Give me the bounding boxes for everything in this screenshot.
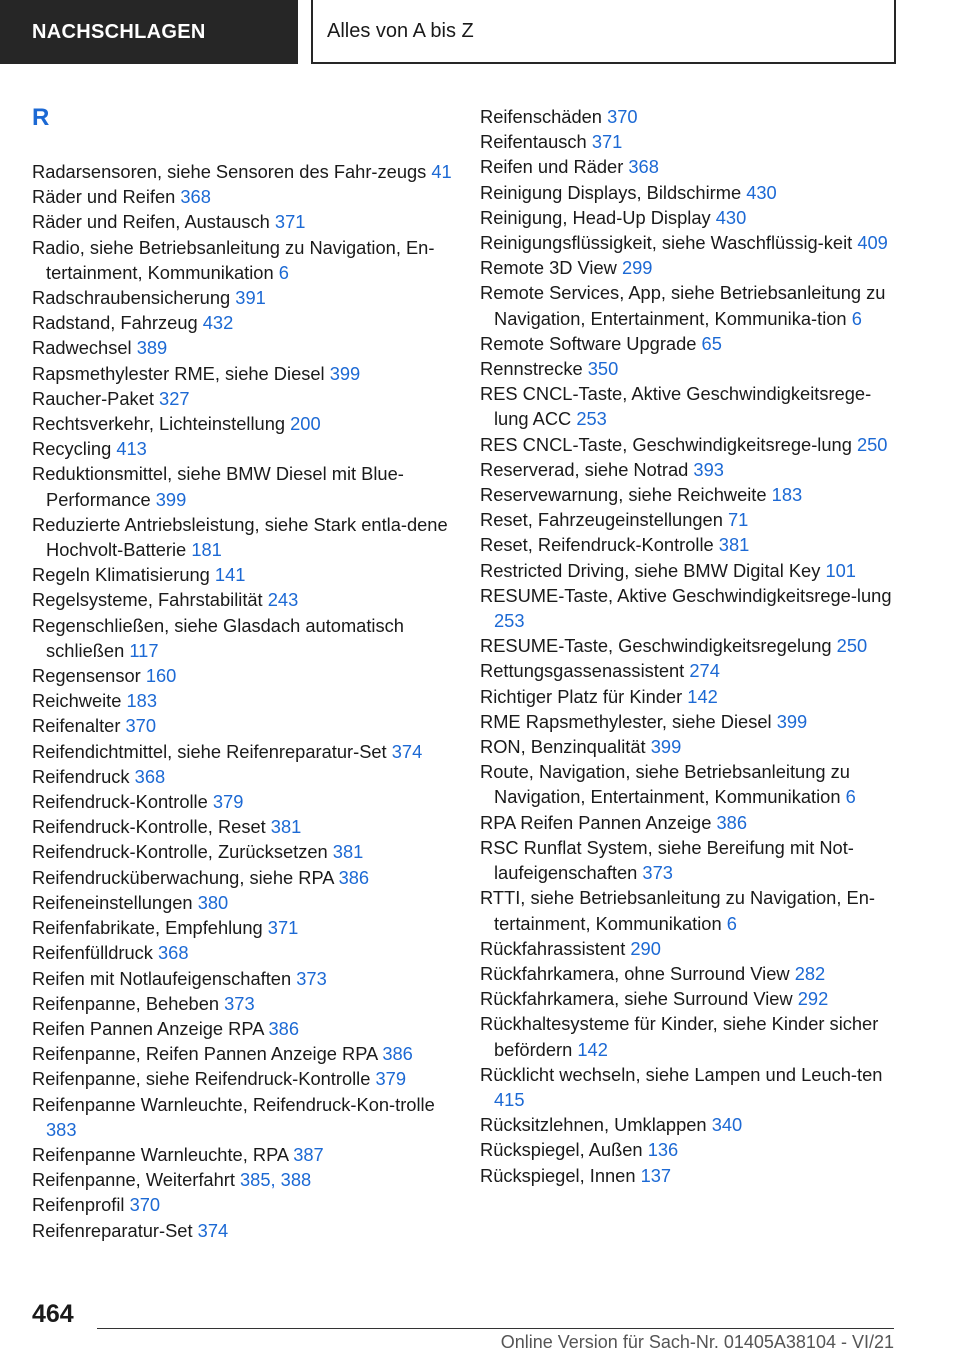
entry-term: Remote Services, App, siehe Betriebsanleitung zu Navigation, Entertainment, Kommunika-tion — [480, 282, 886, 329]
index-entry — [32, 159, 457, 184]
index-entry — [32, 865, 457, 890]
index-entry — [32, 1016, 457, 1041]
entry-term: Rückfahrassistent — [480, 937, 626, 959]
index-entry — [32, 411, 457, 436]
index-entry — [32, 663, 457, 688]
page-reference-link[interactable]: 290 — [630, 937, 661, 959]
page-reference-link[interactable]: 373 — [296, 967, 327, 989]
page-reference-link[interactable]: 371 — [267, 917, 299, 939]
index-entry — [32, 1092, 457, 1142]
page-reference-link[interactable]: 370 — [607, 106, 638, 127]
entry-term: RME Rapsmethylester, siehe Diesel — [480, 710, 772, 732]
index-entry — [32, 209, 457, 234]
page-reference-link[interactable]: 200 — [290, 413, 321, 435]
page-reference-link[interactable]: 381 — [718, 534, 750, 556]
page-reference-link[interactable]: 379 — [375, 1068, 407, 1090]
page-reference-link[interactable]: 340 — [711, 1114, 743, 1136]
entry-term: Reifendichtmittel, siehe Reifenreparatur-Set — [32, 740, 387, 762]
index-entry — [32, 713, 457, 738]
index-entry — [32, 1142, 457, 1167]
page-reference-link[interactable]: 292 — [797, 988, 829, 1010]
page-reference-link[interactable]: 368 — [134, 765, 166, 787]
page-reference-link[interactable]: 6 — [845, 786, 856, 808]
index-entry — [480, 885, 905, 935]
entry-term: RTTI, siehe Betriebsanleitung zu Navigation, En-tertainment, Kommunikation — [480, 887, 875, 934]
index-entry — [32, 688, 457, 713]
page-reference-link[interactable]: 6 — [851, 307, 862, 329]
page-reference-link[interactable]: 368 — [158, 942, 189, 964]
page-reference-link[interactable]: 243 — [267, 589, 299, 611]
page-reference-link[interactable]: 399 — [329, 362, 361, 384]
page-reference-link[interactable]: 183 — [771, 484, 803, 506]
entry-term: Reichweite — [32, 690, 122, 712]
entry-term: RESUME-Taste, Geschwindigkeitsregelung — [480, 635, 832, 657]
index-entry — [32, 613, 457, 663]
page-reference-link[interactable]: 274 — [689, 660, 720, 682]
index-entry — [480, 1137, 905, 1162]
page-reference-link[interactable]: 181 — [191, 539, 222, 561]
page-reference-link[interactable]: 250 — [836, 635, 868, 657]
entry-term: Richtiger Platz für Kinder — [480, 685, 683, 707]
index-entry — [480, 356, 905, 381]
entry-term: Räder und Reifen — [32, 186, 176, 208]
index-entry — [480, 507, 905, 532]
entry-term: RES CNCL-Taste, Geschwindigkeitsrege-lung — [480, 433, 852, 455]
entry-term: Reifen und Räder — [480, 156, 624, 178]
entry-term: Radstand, Fahrzeug — [32, 312, 198, 334]
entry-term: Reifendruck-Kontrolle, Reset — [32, 816, 266, 838]
entry-term: Reifenpanne, Weiterfahrt — [32, 1169, 235, 1191]
entry-term: Reifenpanne, Beheben — [32, 992, 220, 1014]
index-entry — [480, 734, 905, 759]
page-reference-link[interactable]: 386 — [382, 1043, 413, 1065]
index-entry — [32, 1218, 457, 1243]
page-reference-link[interactable]: 299 — [621, 257, 653, 279]
index-entry — [32, 1041, 457, 1066]
index-entry — [32, 235, 457, 285]
index-column-right — [480, 104, 905, 1188]
entry-term: Reifendruck-Kontrolle — [32, 791, 208, 813]
index-entry — [480, 154, 905, 179]
index-entry — [32, 1167, 457, 1192]
index-entry — [480, 558, 905, 583]
entry-term: Reset, Fahrzeugeinstellungen — [480, 509, 723, 531]
page-reference-link[interactable]: 41 — [431, 161, 452, 182]
entry-term: Reifenpanne, Reifen Pannen Anzeige RPA — [32, 1043, 378, 1065]
entry-term: Reifenfabrikate, Empfehlung — [32, 917, 263, 939]
entry-term: Reifendruck-Kontrolle, Zurücksetzen — [32, 841, 328, 863]
entry-term: Reifenschäden — [480, 106, 602, 127]
index-entry — [480, 633, 905, 658]
index-entry — [480, 658, 905, 683]
chapter-title: Alles von A bis Z — [327, 19, 474, 42]
entry-term: Regenschließen, siehe Glasdach automatisch schließen — [32, 614, 404, 661]
index-entry — [480, 961, 905, 986]
entry-term: Rennstrecke — [480, 358, 583, 380]
entry-term: Remote 3D View — [480, 257, 617, 279]
page-reference-link[interactable]: 374 — [197, 1219, 229, 1241]
index-entry — [480, 230, 905, 255]
entry-term: Restricted Driving, siehe BMW Digital Key — [480, 559, 821, 581]
page-reference-link[interactable]: 253 — [576, 408, 607, 430]
page-reference-link[interactable]: 413 — [116, 438, 147, 460]
index-entry — [480, 129, 905, 154]
index-entry — [32, 966, 457, 991]
index-entry — [480, 684, 905, 709]
entry-term: Rettungsgassenassistent — [480, 660, 685, 682]
index-entry — [480, 1163, 905, 1188]
entry-term: Reifenreparatur-Set — [32, 1219, 193, 1241]
page-reference-link[interactable]: 65 — [701, 332, 722, 354]
entry-term: RES CNCL-Taste, Aktive Geschwindigkeitsrege-lung ACC — [480, 383, 872, 430]
index-entry — [32, 940, 457, 965]
page-reference-link[interactable]: 432 — [202, 312, 234, 334]
entry-term: RON, Benzinqualität — [480, 736, 646, 758]
page-reference-link[interactable]: 141 — [214, 564, 246, 586]
entry-term: Radwechsel — [32, 337, 132, 359]
page-reference-link[interactable]: 137 — [640, 1164, 672, 1186]
entry-term: Rücksitzlehnen, Umklappen — [480, 1114, 707, 1136]
index-entry — [480, 583, 905, 633]
entry-term: Rückfahrkamera, ohne Surround View — [480, 962, 790, 984]
page-number: 464 — [32, 1300, 74, 1328]
page-reference-link[interactable]: 6 — [278, 261, 289, 283]
footer-text: Online Version für Sach-Nr. 01405A38104 - VI/21 — [500, 1332, 894, 1352]
page-reference-link[interactable]: 415 — [494, 1088, 525, 1110]
index-entry — [480, 810, 905, 835]
page-reference-link[interactable]: 142 — [577, 1038, 608, 1060]
entry-term: Remote Software Upgrade — [480, 332, 697, 354]
page-reference-link[interactable]: 142 — [687, 685, 718, 707]
index-entry — [32, 184, 457, 209]
page-reference-link[interactable]: 379 — [212, 791, 244, 813]
page-reference-link[interactable]: 387 — [293, 1143, 324, 1165]
page-reference-link[interactable]: 327 — [159, 387, 190, 409]
entry-term: Rückfahrkamera, siehe Surround View — [480, 988, 793, 1010]
entry-term: Reifen mit Notlaufeigenschaften — [32, 967, 292, 989]
page-reference-link[interactable]: 399 — [650, 736, 682, 758]
entry-term: RESUME-Taste, Aktive Geschwindigkeitsrege-lung — [480, 584, 892, 606]
entry-term: Reifenfülldruck — [32, 942, 153, 964]
page-reference-link[interactable]: 430 — [746, 181, 777, 203]
index-entry — [32, 512, 457, 562]
entry-term: Reservewarnung, siehe Reichweite — [480, 484, 767, 506]
entry-term: Reifentausch — [480, 131, 587, 153]
entry-term: RPA Reifen Pannen Anzeige — [480, 811, 712, 833]
index-entry — [480, 381, 905, 431]
entry-term: Räder und Reifen, Austausch — [32, 211, 270, 233]
entry-term: Reinigung, Head-Up Display — [480, 206, 711, 228]
index-entry — [32, 789, 457, 814]
page-reference-link[interactable]: 160 — [145, 665, 177, 687]
index-entry — [32, 1066, 457, 1091]
entry-term: Rücklicht wechseln, siehe Lampen und Leuch-ten — [480, 1063, 883, 1085]
index-entry — [32, 335, 457, 360]
entry-term: Radio, siehe Betriebsanleitung zu Navigation, En-tertainment, Kommunikation — [32, 236, 435, 283]
index-entry — [32, 285, 457, 310]
index-entry — [480, 759, 905, 809]
index-entry — [480, 986, 905, 1011]
entry-term: Reinigungsflüssigkeit, siehe Waschflüssig-keit — [480, 232, 853, 254]
page-reference-link[interactable]: 374 — [391, 740, 423, 762]
page-reference-link[interactable]: 71 — [727, 509, 749, 531]
page-reference-link[interactable]: 373 — [224, 992, 255, 1014]
entry-term: Route, Navigation, siehe Betriebsanleitung zu Navigation, Entertainment, Kommunikation — [480, 761, 850, 808]
page-reference-link[interactable]: 383 — [46, 1118, 77, 1140]
entry-term: Radschraubensicherung — [32, 287, 231, 309]
page-reference-link[interactable]: 371 — [274, 211, 306, 233]
entry-term: Rückspiegel, Innen — [480, 1164, 636, 1186]
entry-term: Rückhaltesysteme für Kinder, siehe Kinder sicher befördern — [480, 1013, 879, 1060]
page-reference-link[interactable]: 385, 388 — [240, 1169, 312, 1191]
index-entry — [32, 436, 457, 461]
entry-term: Reifenpanne Warnleuchte, Reifendruck-Kon-trolle — [32, 1093, 435, 1115]
page-reference-link[interactable]: 282 — [794, 962, 826, 984]
index-entry — [480, 457, 905, 482]
page-reference-link[interactable]: 380 — [197, 891, 229, 913]
index-entry — [480, 205, 905, 230]
page-reference-link[interactable]: 393 — [693, 458, 724, 480]
page-reference-link[interactable]: 101 — [825, 559, 856, 581]
entry-term: Reifenpanne Warnleuchte, RPA — [32, 1143, 289, 1165]
entry-term: Reifen Pannen Anzeige RPA — [32, 1017, 264, 1039]
entry-term: Rapsmethylester RME, siehe Diesel — [32, 362, 325, 384]
entry-term: Reifendrucküberwachung, siehe RPA — [32, 866, 334, 888]
index-entry — [32, 386, 457, 411]
section-tab — [0, 0, 298, 64]
entry-term: Reduktionsmittel, siehe BMW Diesel mit Blue-Performance — [32, 463, 404, 510]
entry-term: Reserverad, siehe Notrad — [480, 458, 689, 480]
index-entry — [32, 991, 457, 1016]
entry-term: Reifendruck — [32, 765, 130, 787]
chapter-header — [311, 0, 896, 64]
page-reference-link[interactable]: 350 — [587, 358, 619, 380]
index-entry — [480, 255, 905, 280]
index-entry — [32, 587, 457, 612]
page-reference-link[interactable]: 117 — [129, 639, 159, 661]
page-reference-link[interactable]: 183 — [126, 690, 158, 712]
index-entry — [480, 280, 905, 330]
entry-term: Radarsensoren, siehe Sensoren des Fahr-zeugs — [32, 161, 427, 182]
entry-term: Rechtsverkehr, Lichteinstellung — [32, 413, 286, 435]
page-reference-link[interactable]: 399 — [776, 710, 808, 732]
index-column-left — [32, 159, 457, 1243]
page-reference-link[interactable]: 250 — [856, 433, 888, 455]
index-entry — [480, 1062, 905, 1112]
index-entry — [480, 936, 905, 961]
page-reference-link[interactable]: 386 — [716, 811, 747, 833]
page-reference-link[interactable]: 6 — [726, 912, 737, 934]
index-letter: R — [32, 104, 50, 131]
page-reference-link[interactable]: 253 — [494, 610, 525, 632]
index-entry — [32, 361, 457, 386]
index-entry — [32, 1192, 457, 1217]
entry-term: Reifenprofil — [32, 1194, 125, 1216]
index-entry — [480, 104, 905, 129]
index-entry — [32, 310, 457, 335]
page-reference-link[interactable]: 399 — [155, 488, 187, 510]
index-entry — [32, 839, 457, 864]
entry-term: Reifenalter — [32, 715, 121, 737]
page-reference-link[interactable]: 373 — [642, 862, 673, 884]
entry-term: Regensensor — [32, 665, 141, 687]
page-reference-link[interactable]: 381 — [270, 816, 302, 838]
page-reference-link[interactable]: 371 — [591, 131, 623, 153]
index-entry — [480, 482, 905, 507]
entry-term: Regelsysteme, Fahrstabilität — [32, 589, 263, 611]
page-reference-link[interactable]: 409 — [857, 232, 888, 254]
index-entry — [480, 331, 905, 356]
index-entry — [480, 1011, 905, 1061]
page-reference-link[interactable]: 391 — [235, 287, 266, 309]
entry-term: Reduzierte Antriebsleistung, siehe Stark entla-dene Hochvolt-Batterie — [32, 513, 448, 561]
page-reference-link[interactable]: 368 — [180, 186, 211, 208]
entry-term: Reinigung Displays, Bildschirme — [480, 181, 742, 203]
index-entry — [480, 835, 905, 885]
page-reference-link[interactable]: 389 — [136, 337, 168, 359]
index-entry — [32, 461, 457, 511]
entry-term: Reset, Reifendruck-Kontrolle — [480, 534, 714, 556]
index-entry — [480, 709, 905, 734]
entry-term: RSC Runflat System, siehe Bereifung mit Not-laufeigenschaften — [480, 836, 854, 884]
entry-term: Reifenpanne, siehe Reifendruck-Kontrolle — [32, 1068, 371, 1090]
entry-term: Rückspiegel, Außen — [480, 1139, 643, 1161]
index-entry — [480, 432, 905, 457]
entry-term: Raucher-Paket — [32, 387, 154, 409]
index-entry — [480, 532, 905, 557]
index-entry — [32, 764, 457, 789]
index-entry — [32, 890, 457, 915]
page-reference-link[interactable]: 370 — [125, 715, 157, 737]
index-entry — [480, 1112, 905, 1137]
entry-term: Reifeneinstellungen — [32, 891, 193, 913]
entry-term: Regeln Klimatisierung — [32, 564, 210, 586]
page-reference-link[interactable]: 381 — [332, 841, 364, 863]
index-entry — [32, 915, 457, 940]
index-entry — [32, 562, 457, 587]
entry-term: Recycling — [32, 438, 112, 460]
footer-divider — [97, 1328, 894, 1329]
section-label: NACHSCHLAGEN — [32, 20, 206, 43]
page-reference-link[interactable]: 136 — [647, 1139, 679, 1161]
page-reference-link[interactable]: 386 — [338, 866, 370, 888]
page-reference-link[interactable]: 368 — [628, 156, 659, 178]
index-entry — [480, 180, 905, 205]
page-reference-link[interactable]: 370 — [129, 1194, 161, 1216]
index-entry — [32, 814, 457, 839]
page-reference-link[interactable]: 430 — [715, 206, 747, 228]
index-entry — [32, 739, 457, 764]
page-reference-link[interactable]: 386 — [268, 1017, 299, 1039]
